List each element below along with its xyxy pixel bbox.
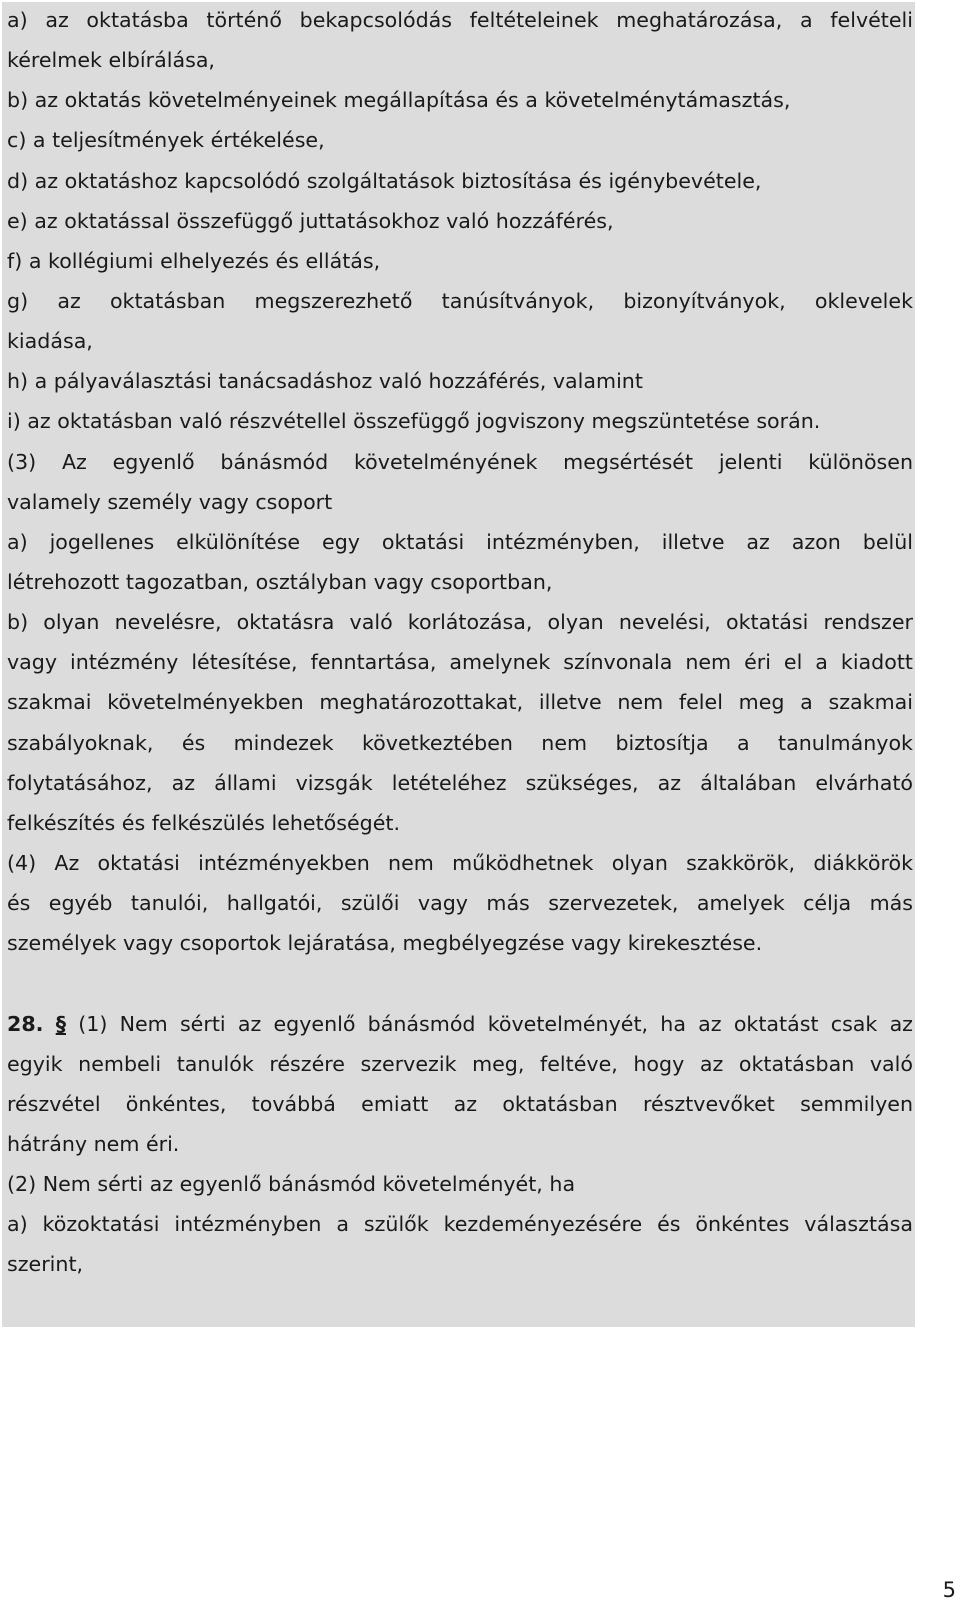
section-number: 28. — [7, 1011, 44, 1036]
section-28-first-line-text: (1) Nem sérti az egyenlő bánásmód követelményét, ha az oktatást csak az — [78, 1011, 913, 1036]
text-line: d) az oktatáshoz kapcsolódó szolgáltatások biztosítása és igénybevétele, — [7, 168, 762, 193]
text-line: (3) Az egyenlő bánásmód követelményének megsértését jelenti különösen — [7, 449, 913, 474]
text-line: személyek vagy csoportok lejáratása, megbélyegzése vagy kirekesztése. — [7, 931, 763, 956]
text-line: szerint, — [7, 1252, 84, 1277]
text-line: h) a pályaválasztási tanácsadáshoz való hozzáférés, valamint — [7, 369, 643, 394]
text-line: a) az oktatásba történő bekapcsolódás feltételeinek meghatározása, a felvételi — [7, 8, 913, 32]
page-number: 5 — [942, 1578, 956, 1602]
text-line: b) olyan nevelésre, oktatásra való korlátozása, olyan nevelési, oktatási rendszer — [7, 610, 913, 635]
text-line: hátrány nem éri. — [7, 1131, 180, 1156]
text-line: f) a kollégiumi elhelyezés és ellátás, — [7, 248, 381, 273]
text-line: g) az oktatásban megszerezhető tanúsítványok, bizonyítványok, oklevelek — [7, 288, 913, 313]
text-line: szakmai követelményekben meghatározottakat, illetve nem felel meg a szakmai — [7, 690, 913, 715]
text-line: szabályoknak, és mindezek következtében nem biztosítja a tanulmányok — [7, 730, 913, 755]
text-line: folytatásához, az állami vizsgák letételéhez szükséges, az általában elvárható — [7, 770, 913, 795]
text-line: részvétel önkéntes, továbbá emiatt az oktatásban résztvevőket semmilyen — [7, 1091, 913, 1116]
text-line: b) az oktatás követelményeinek megállapítása és a követelménytámasztás, — [7, 88, 791, 113]
text-line: kérelmek elbírálása, — [7, 48, 215, 73]
text-line: vagy intézmény létesítése, fenntartása, amelynek színvonala nem éri el a kiadott — [7, 650, 913, 675]
blank-line — [7, 963, 913, 1003]
text-line: a) jogellenes elkülönítése egy oktatási intézményben, illetve az azon belül — [7, 529, 913, 554]
text-line: a) közoktatási intézményben a szülők kezdeményezésére és önkéntes választása — [7, 1212, 913, 1237]
document-body — [7, 0, 913, 1285]
text-line: felkészítés és felkészülés lehetőségét. — [7, 810, 401, 835]
text-line: (4) Az oktatási intézményekben nem működhetnek olyan szakkörök, diákkörök — [7, 850, 913, 875]
section-sign: § — [55, 1011, 66, 1036]
text-line: i) az oktatásban való részvétellel összefüggő jogviszony megszüntetése során. — [7, 409, 821, 434]
text-line: e) az oktatással összefüggő juttatásokhoz való hozzáférés, — [7, 208, 614, 233]
text-line: létrehozott tagozatban, osztályban vagy csoportban, — [7, 569, 553, 594]
paragraph-block — [7, 0, 913, 963]
section-28-first-line — [7, 1004, 913, 1044]
text-line: (2) Nem sérti az egyenlő bánásmód követelményét, ha — [7, 1172, 576, 1197]
section-28-body — [7, 1044, 913, 1285]
text-line: valamely személy vagy csoport — [7, 489, 333, 514]
text-line: egyik nembeli tanulók részére szervezik meg, feltéve, hogy az oktatásban való — [7, 1051, 913, 1076]
text-line: c) a teljesítmények értékelése, — [7, 128, 325, 153]
text-line: kiadása, — [7, 329, 93, 354]
text-line: és egyéb tanulói, hallgatói, szülői vagy más szervezetek, amelyek célja más — [7, 891, 913, 916]
